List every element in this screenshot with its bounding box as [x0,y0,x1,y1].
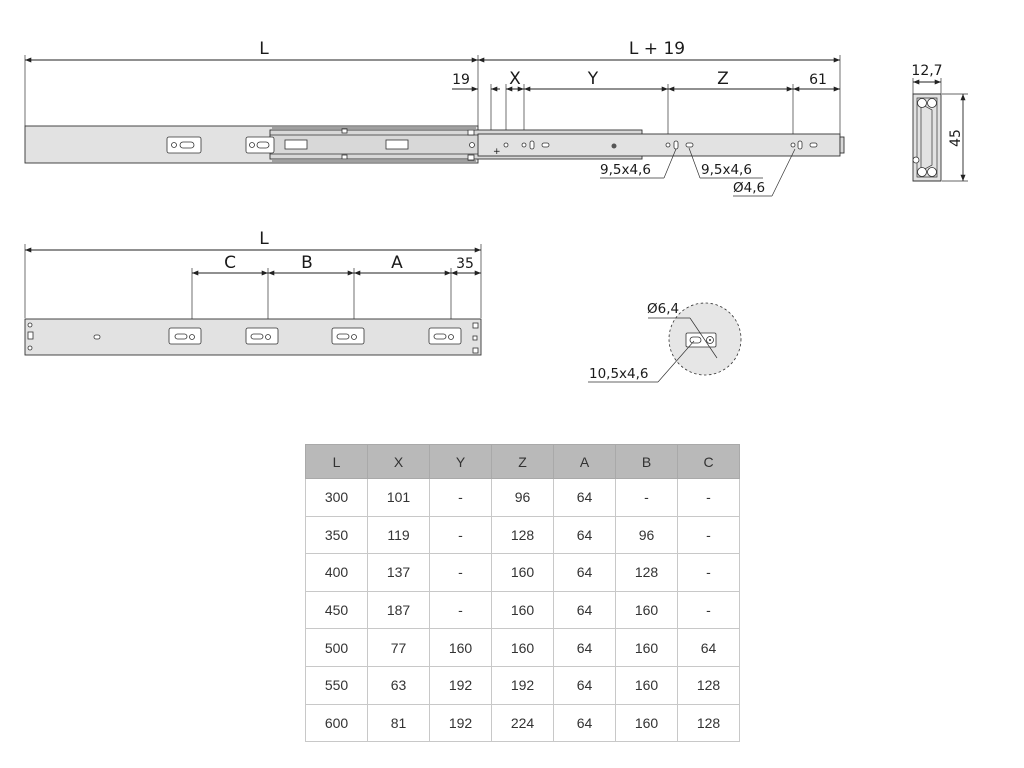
table-cell: 64 [554,629,616,667]
slot-group-bottom-2 [246,328,278,344]
top-view [25,39,844,196]
slot-group-bottom-4 [429,328,461,344]
detail-view [588,301,741,382]
table-cell: 160 [492,591,554,629]
table-cell: 128 [616,554,678,592]
callout-hole-4-6: Ø4,6 [733,180,766,196]
table-cell: 450 [306,591,368,629]
table-cell: 64 [554,666,616,704]
table-row [306,629,740,667]
table-cell: 187 [368,591,430,629]
dim-label-y: Y [587,69,599,89]
table-cell: 300 [306,479,368,517]
table-cell: 192 [492,666,554,704]
table-cell: 160 [616,704,678,742]
table-cell: 119 [368,516,430,554]
dim-label-19: 19 [452,72,470,88]
dim-label-61: 61 [809,72,827,88]
section-width-label: 12,7 [911,63,943,79]
header-y: Y [430,445,492,479]
table-cell: 64 [678,629,740,667]
section-height-label: 45 [948,129,964,147]
callout-slot-9-5x4-6-right: 9,5x4,6 [701,162,752,178]
table-cell: - [430,554,492,592]
bottom-dim-label-c: C [224,253,236,273]
table-cell: - [678,591,740,629]
dim-label-z: Z [717,69,729,89]
table-cell: - [678,479,740,517]
bottom-dim-label-b: B [301,253,313,273]
dim-label-x: X [509,69,521,89]
callout-slot-9-5x4-6-left: 9,5x4,6 [600,162,651,178]
table-cell: - [430,479,492,517]
table-cell: 137 [368,554,430,592]
table-cell: 160 [492,629,554,667]
table-cell: 128 [678,666,740,704]
table-row [306,666,740,704]
table-cell: 160 [616,629,678,667]
header-c: C [678,445,740,479]
dim-label-l-plus-19: L + 19 [628,39,686,59]
table-cell: 550 [306,666,368,704]
table-header-row [306,445,740,479]
header-x: X [368,445,430,479]
table-cell: 160 [616,666,678,704]
table-cell: - [678,516,740,554]
table-cell: 160 [492,554,554,592]
table-cell: 96 [616,516,678,554]
table-cell: 64 [554,591,616,629]
bottom-dim-label-a: A [391,253,403,273]
table-row [306,591,740,629]
table-cell: 160 [616,591,678,629]
table-cell: - [616,479,678,517]
table-cell: 128 [678,704,740,742]
bottom-view [25,229,481,355]
table-row [306,704,740,742]
table-cell: - [678,554,740,592]
slot-group-bottom-3 [332,328,364,344]
svg-text:+: + [493,147,501,157]
table-cell: 160 [430,629,492,667]
table-cell: 64 [554,516,616,554]
table-cell: 500 [306,629,368,667]
slot-group-bottom-1 [169,328,201,344]
table-cell: 96 [492,479,554,517]
table-cell: 64 [554,479,616,517]
table-cell: 101 [368,479,430,517]
detail-slot-label: 10,5x4,6 [589,366,649,382]
detail-hole-label: Ø6,4 [647,301,680,317]
table-cell: 63 [368,666,430,704]
bottom-dim-label-l: L [259,229,269,249]
slot-group-outer-2 [246,137,274,153]
table-cell: 77 [368,629,430,667]
table-cell: 81 [368,704,430,742]
section-view [911,63,968,181]
table-cell: 64 [554,554,616,592]
header-b: B [616,445,678,479]
slot-group-outer-1 [167,137,201,153]
table-cell: - [430,591,492,629]
table-cell: 400 [306,554,368,592]
table-cell: 600 [306,704,368,742]
table-row [306,516,740,554]
table-row [306,479,740,517]
table-cell: 64 [554,704,616,742]
table-cell: 224 [492,704,554,742]
table-row [306,554,740,592]
table-cell: 128 [492,516,554,554]
header-a: A [554,445,616,479]
table-cell: 192 [430,666,492,704]
bottom-dim-label-35: 35 [456,256,474,272]
table-cell: 350 [306,516,368,554]
table-cell: - [430,516,492,554]
dim-label-l: L [259,39,269,59]
header-z: Z [492,445,554,479]
header-l: L [306,445,368,479]
table-cell: 192 [430,704,492,742]
dimensions-table [305,444,740,742]
